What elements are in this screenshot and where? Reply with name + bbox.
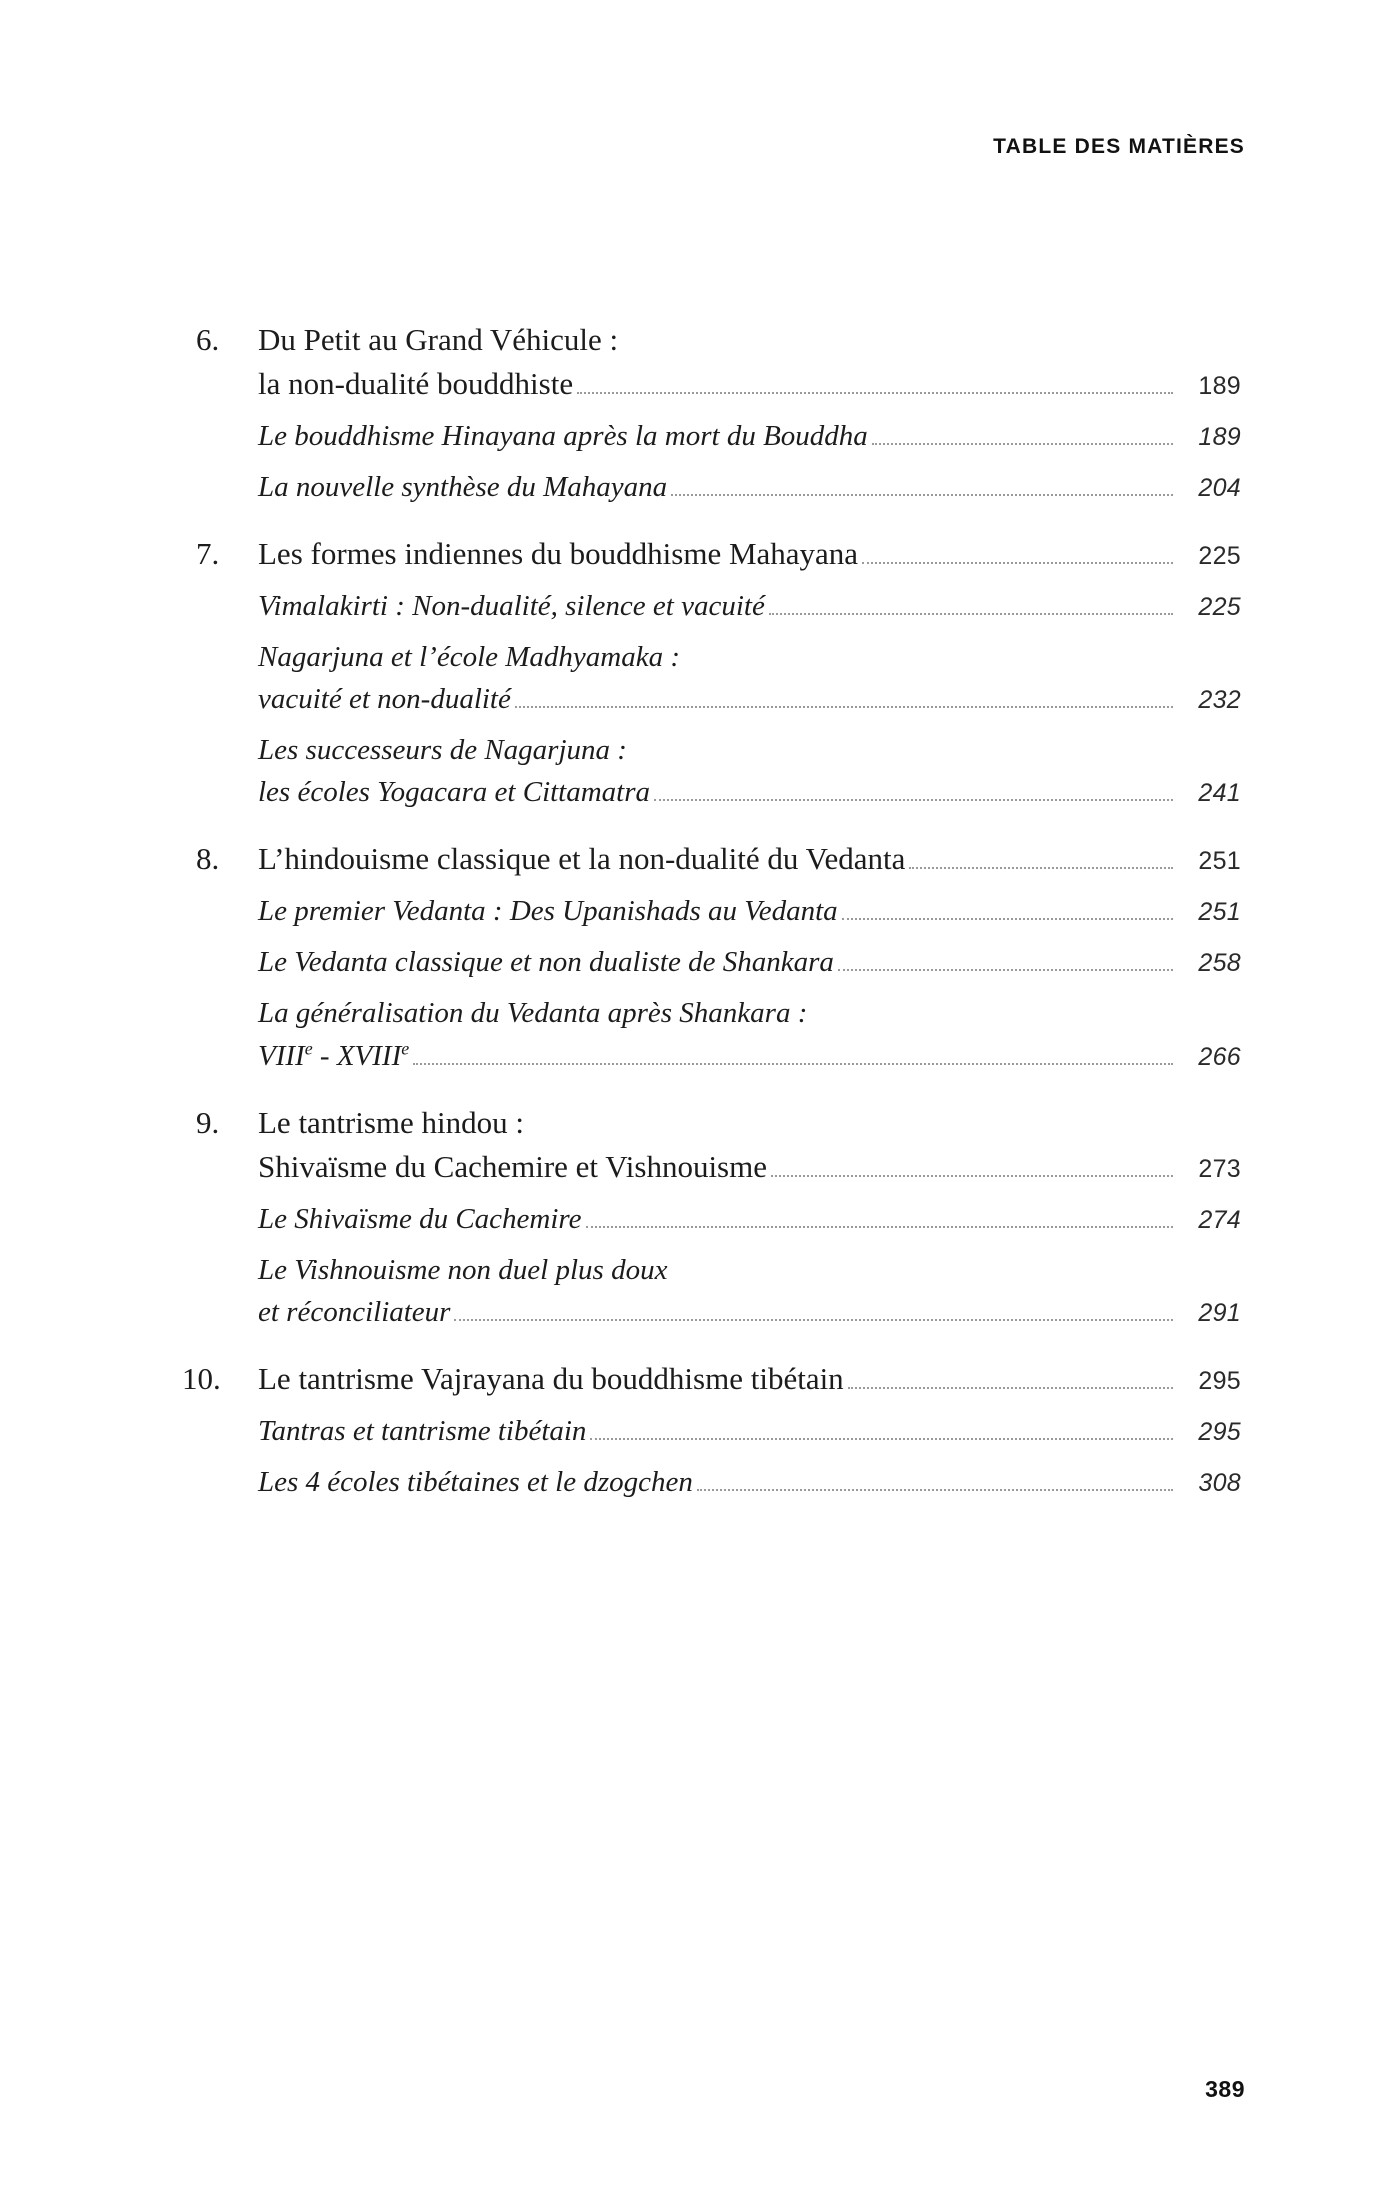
toc-entry[interactable] bbox=[196, 532, 1241, 576]
toc-group bbox=[182, 1357, 1241, 1503]
toc-entry-title-line1: L’hindouisme classique et la non-dualité du Vedanta bbox=[258, 841, 906, 877]
toc-subentry[interactable] bbox=[196, 466, 1241, 508]
toc-subentry-title: Les 4 écoles tibétaines et le dzogchen bbox=[258, 1465, 693, 1498]
toc-group bbox=[196, 532, 1241, 813]
toc-subentry[interactable] bbox=[196, 941, 1241, 983]
toc-subentry-page: 189 bbox=[1198, 423, 1241, 452]
toc-subentry-title: La généralisation du Vedanta après Shankara : bbox=[258, 997, 808, 1030]
toc-subentry-page: 225 bbox=[1198, 593, 1241, 622]
toc-entry-title-line1: Du Petit au Grand Véhicule : bbox=[258, 322, 619, 357]
toc-subentry[interactable] bbox=[196, 1198, 1241, 1240]
toc-subentry-page: 258 bbox=[1198, 949, 1241, 978]
toc-entry-number: 7. bbox=[196, 536, 220, 572]
leader-dots bbox=[577, 391, 1173, 394]
toc-entry[interactable] bbox=[196, 1101, 1241, 1189]
leader-dots bbox=[862, 561, 1173, 564]
toc-subentry-title: Nagarjuna et l’école Madhyamaka : bbox=[258, 641, 681, 674]
toc-subentry-page: 274 bbox=[1198, 1205, 1241, 1234]
toc-entry-page: 273 bbox=[1198, 1154, 1241, 1183]
toc-subentry[interactable] bbox=[196, 992, 1241, 1076]
leader-dots bbox=[515, 705, 1173, 708]
toc-entry-title-line2: Shivaïsme du Cachemire et Vishnouisme bbox=[258, 1148, 767, 1184]
table-of-contents bbox=[182, 318, 1241, 1527]
toc-subentry-page: 251 bbox=[1198, 898, 1241, 927]
leader-dots bbox=[909, 866, 1173, 869]
toc-subentry-page: 266 bbox=[1198, 1042, 1241, 1071]
toc-entry-number: 10. bbox=[182, 1360, 221, 1396]
toc-subentry-page: 291 bbox=[1198, 1298, 1241, 1327]
leader-dots bbox=[842, 917, 1173, 920]
leader-dots bbox=[590, 1437, 1173, 1440]
toc-entry-page: 189 bbox=[1198, 372, 1241, 401]
toc-entry-number: 9. bbox=[196, 1104, 220, 1140]
toc-subentry[interactable] bbox=[196, 636, 1241, 720]
toc-entry-title-line2: la non-dualité bouddhiste bbox=[258, 366, 574, 402]
toc-entry-title-line1: Le tantrisme Vajrayana du bouddhisme tibétain bbox=[258, 1360, 844, 1396]
toc-subentry-page: 232 bbox=[1198, 686, 1241, 715]
toc-entry-page: 251 bbox=[1198, 847, 1241, 876]
toc-subentry-title: Tantras et tantrisme tibétain bbox=[258, 1414, 587, 1447]
toc-subentry-title: Le Shivaïsme du Cachemire bbox=[258, 1202, 582, 1235]
toc-group bbox=[196, 1101, 1241, 1333]
toc-subentry[interactable] bbox=[196, 1410, 1241, 1452]
toc-group bbox=[196, 837, 1241, 1076]
toc-subentry-title: Le Vishnouisme non duel plus doux bbox=[258, 1253, 668, 1286]
toc-subentry[interactable] bbox=[196, 1461, 1241, 1503]
toc-entry[interactable] bbox=[196, 318, 1241, 406]
toc-subentry[interactable] bbox=[196, 1249, 1241, 1333]
toc-subentry-title-line2: et réconciliateur bbox=[258, 1295, 451, 1328]
leader-dots bbox=[771, 1174, 1173, 1177]
leader-dots bbox=[872, 442, 1173, 445]
leader-dots bbox=[413, 1062, 1173, 1065]
toc-subentry-title: Les successeurs de Nagarjuna : bbox=[258, 734, 627, 767]
toc-subentry-title-line2: VIIIe - XVIIIe bbox=[258, 1037, 410, 1072]
toc-entry-page: 295 bbox=[1198, 1366, 1241, 1395]
toc-entry-page: 225 bbox=[1198, 542, 1241, 571]
toc-entry[interactable] bbox=[196, 837, 1241, 881]
leader-dots bbox=[697, 1488, 1173, 1491]
toc-entry-number: 8. bbox=[196, 841, 220, 877]
toc-subentry-title: Le Vedanta classique et non dualiste de Shankara bbox=[258, 946, 834, 979]
toc-group bbox=[196, 318, 1241, 508]
leader-dots bbox=[769, 612, 1173, 615]
toc-subentry-title: Le premier Vedanta : Des Upanishads au Vedanta bbox=[258, 895, 838, 928]
toc-subentry-title: Vimalakirti : Non-dualité, silence et vacuité bbox=[258, 590, 765, 623]
folio-page-number: 389 bbox=[1205, 2076, 1245, 2102]
toc-subentry-page: 295 bbox=[1198, 1417, 1241, 1446]
toc-subentry-page: 241 bbox=[1198, 779, 1241, 808]
toc-entry-title-line1: Le tantrisme hindou : bbox=[258, 1104, 525, 1140]
leader-dots bbox=[848, 1386, 1173, 1389]
leader-dots bbox=[654, 798, 1173, 801]
leader-dots bbox=[586, 1225, 1173, 1228]
toc-subentry[interactable] bbox=[196, 729, 1241, 813]
leader-dots bbox=[671, 493, 1173, 496]
toc-subentry-title: La nouvelle synthèse du Mahayana bbox=[258, 471, 668, 504]
leader-dots bbox=[838, 968, 1173, 971]
toc-subentry-title-line2: vacuité et non-dualité bbox=[258, 683, 511, 716]
leader-dots bbox=[454, 1318, 1173, 1321]
toc-subentry-page: 308 bbox=[1198, 1468, 1241, 1497]
running-head: TABLE DES MATIÈRES bbox=[993, 135, 1245, 158]
toc-entry-title-line1: Les formes indiennes du bouddhisme Mahayana bbox=[258, 536, 859, 572]
toc-subentry-title: Le bouddhisme Hinayana après la mort du Bouddha bbox=[258, 420, 868, 453]
toc-subentry[interactable] bbox=[196, 415, 1241, 457]
toc-subentry[interactable] bbox=[196, 585, 1241, 627]
toc-subentry-page: 204 bbox=[1198, 474, 1241, 503]
toc-entry[interactable] bbox=[182, 1357, 1241, 1401]
toc-subentry-title-line2: les écoles Yogacara et Cittamatra bbox=[258, 776, 651, 809]
toc-subentry[interactable] bbox=[196, 890, 1241, 932]
toc-entry-number: 6. bbox=[196, 322, 220, 357]
